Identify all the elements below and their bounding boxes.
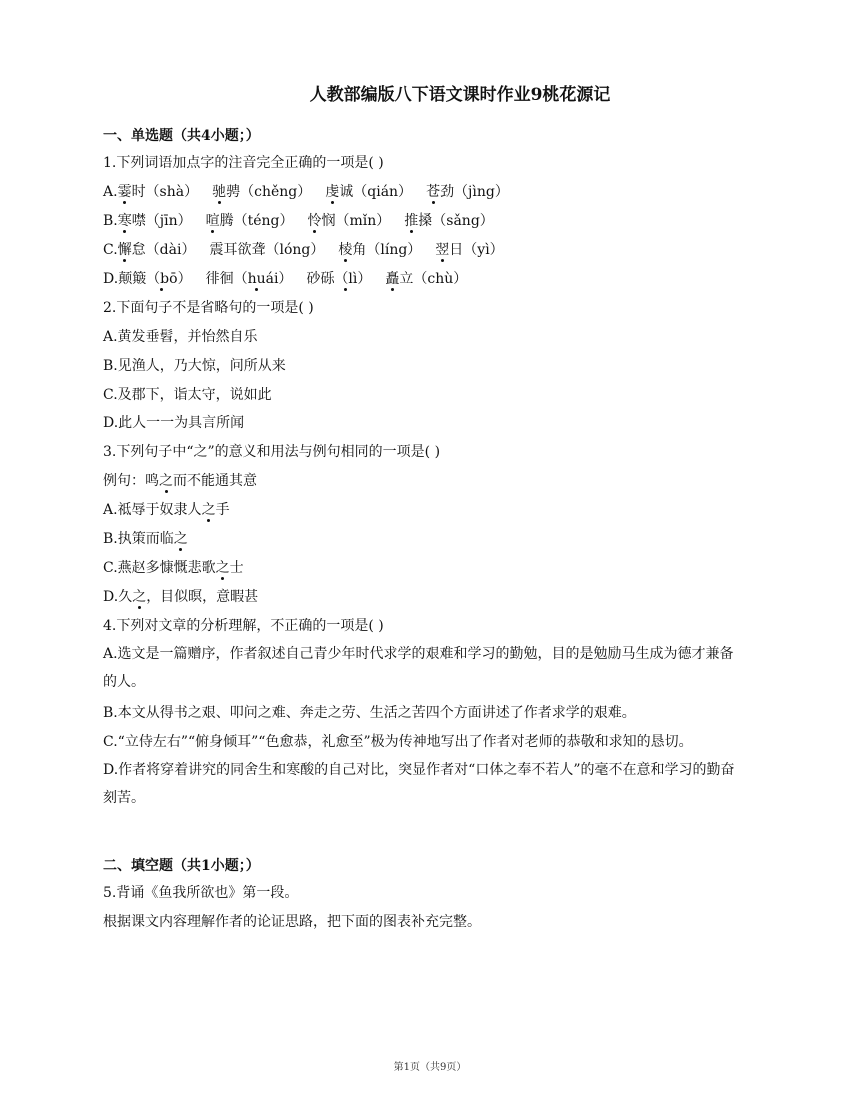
example-text: 例句：鸣 bbox=[103, 473, 159, 489]
question-2-option-c: C.及郡下，诣太守，说如此 bbox=[103, 387, 272, 403]
question-2-option-b: B.见渔人，乃大惊，问所从来 bbox=[103, 358, 286, 374]
question-4-stem: 4.下列对文章的分析理解，不正确的一项是( ) bbox=[103, 618, 384, 634]
dotted-char: 虔 bbox=[325, 184, 340, 200]
dotted-char: 苍 bbox=[426, 184, 441, 200]
dotted-char: 寒 bbox=[117, 213, 132, 229]
option-text: 搡（sǎng） bbox=[418, 213, 494, 229]
page-footer: 第1页（共9页） bbox=[393, 1062, 467, 1073]
dotted-char: 棱 bbox=[338, 242, 353, 258]
dotted-char: 怜 bbox=[307, 213, 322, 229]
question-1-option-a bbox=[103, 182, 743, 202]
question-2-option-d: D.此人一一为具言所闻 bbox=[103, 415, 245, 431]
option-text: 士 bbox=[229, 560, 244, 576]
option-text: 立（chù） bbox=[399, 271, 468, 287]
question-4-option-d: D.作者将穿着讲究的同舍生和寒酸的自己对比，突显作者对“口体之奉不若人”的毫不在意和学习的勤奋刻苦。 bbox=[103, 762, 735, 806]
section-heading-fill-blank: 二、填空题（共1小题；） bbox=[103, 858, 260, 874]
option-letter: A. bbox=[103, 184, 118, 200]
option-text: 日（yì） bbox=[449, 242, 504, 258]
dotted-char: 之 bbox=[215, 560, 230, 576]
example-text: 而不能通其意 bbox=[173, 473, 257, 489]
dotted-char: 之 bbox=[159, 473, 173, 489]
dotted-char: 簸（bō） bbox=[132, 271, 192, 287]
option-text: D.久 bbox=[103, 589, 133, 605]
question-3-option-c bbox=[103, 558, 743, 578]
question-4-option-a: A.选文是一篇赠序，作者叙述自己青少年时代求学的艰难和学习的勤勉，目的是勉励马生成为德才兼备的人。 bbox=[103, 646, 734, 690]
option-text: 骋（chěng） bbox=[226, 184, 312, 200]
dotted-char: 矗 bbox=[385, 271, 400, 287]
option-text: 角（líng） bbox=[352, 242, 422, 258]
option-letter: C. bbox=[103, 242, 118, 258]
option-text: 噤（jīn） bbox=[131, 213, 192, 229]
section-heading-single-choice: 一、单选题（共4小题；） bbox=[103, 128, 260, 144]
option-text: 颠 bbox=[118, 271, 133, 287]
dotted-char: 推 bbox=[404, 213, 419, 229]
question-2-option-a: A.黄发垂髫，并怡然自乐 bbox=[103, 329, 258, 345]
option-text: 悯（mǐn） bbox=[321, 213, 391, 229]
option-text: 聋（lóng） bbox=[251, 242, 325, 258]
question-3-option-d bbox=[103, 587, 743, 607]
question-2-stem: 2.下面句子不是省略句的一项是( ) bbox=[103, 300, 314, 316]
option-text: 时（shà） bbox=[131, 184, 199, 200]
option-text: 手 bbox=[215, 502, 230, 518]
option-text: 徘 bbox=[205, 271, 220, 287]
question-3-option-b bbox=[103, 529, 743, 549]
question-1-option-d bbox=[103, 269, 743, 289]
dotted-char: 霎 bbox=[117, 184, 132, 200]
dotted-char: 懈 bbox=[117, 242, 132, 258]
option-text: B.执策而临 bbox=[103, 531, 174, 547]
option-text: C.燕赵多慷慨悲歌 bbox=[103, 560, 216, 576]
page-title: 人教部编版八下语文课时作业9桃花源记 bbox=[309, 85, 611, 105]
question-1-option-c bbox=[103, 240, 743, 260]
dotted-char: 喧 bbox=[205, 213, 220, 229]
dotted-char: 徊（huái） bbox=[219, 271, 293, 287]
option-text: 震耳欲 bbox=[209, 242, 252, 258]
question-4-option-c: C.“立侍左右”“俯身倾耳”“色愈恭，礼愈至”极为传神地写出了作者对老师的恭敬和求知的恳切。 bbox=[103, 734, 693, 750]
option-letter: D. bbox=[103, 271, 119, 287]
dotted-char: 之 bbox=[201, 502, 216, 518]
question-3-stem: 3.下列句子中“之”的意义和用法与例句相同的一项是( ) bbox=[103, 444, 441, 460]
question-3-option-a bbox=[103, 500, 743, 520]
option-letter: B. bbox=[103, 213, 118, 229]
option-text: 诚（qián） bbox=[339, 184, 413, 200]
option-text: ，目似暝，意暇甚 bbox=[146, 589, 259, 605]
option-text: 劲（jìng） bbox=[440, 184, 509, 200]
question-3-example bbox=[103, 471, 743, 491]
dotted-char: 之 bbox=[173, 531, 188, 547]
option-text: A.祗辱于奴隶人 bbox=[103, 502, 202, 518]
question-1-option-b bbox=[103, 211, 743, 231]
dotted-char: 砾（lì） bbox=[320, 271, 372, 287]
question-5-stem: 5.背诵《鱼我所欲也》第一段。 bbox=[103, 885, 299, 901]
option-text: 砂 bbox=[306, 271, 321, 287]
dotted-char: 翌 bbox=[435, 242, 450, 258]
question-1-stem: 1.下列词语加点字的注音完全正确的一项是( ) bbox=[103, 155, 384, 171]
dotted-char: 驰 bbox=[212, 184, 227, 200]
question-5-text: 根据课文内容理解作者的论证思路，把下面的图表补充完整。 bbox=[103, 914, 481, 930]
option-text: 腾（téng） bbox=[219, 213, 294, 229]
dotted-char: 之 bbox=[132, 589, 147, 605]
option-text: 怠（dài） bbox=[131, 242, 196, 258]
question-4-option-b: B.本文从得书之艰、叩问之难、奔走之劳、生活之苦四个方面讲述了作者求学的艰难。 bbox=[103, 705, 636, 721]
